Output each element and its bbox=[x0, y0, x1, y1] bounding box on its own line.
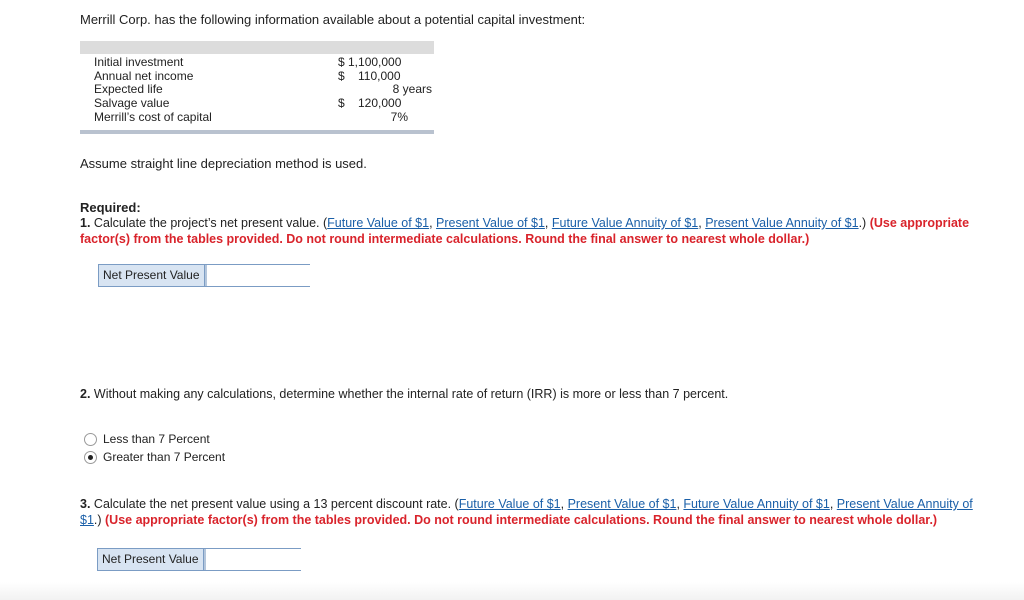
row-value: $ 120,000 bbox=[338, 96, 402, 110]
separator: , bbox=[544, 216, 552, 230]
link-present-value-annuity[interactable]: Present Value Annuity of $1 bbox=[705, 216, 859, 230]
radio-option-less[interactable] bbox=[84, 430, 225, 448]
npv-input[interactable] bbox=[205, 265, 370, 286]
page-bottom-edge bbox=[0, 582, 1024, 600]
npv-answer-3 bbox=[97, 548, 301, 571]
separator: , bbox=[829, 497, 837, 511]
question-text: Calculate the net present value using a 13 percent discount rate. ( bbox=[90, 497, 459, 511]
answer-label: Net Present Value bbox=[98, 549, 204, 570]
question-number: 1. bbox=[80, 216, 91, 230]
row-label: Initial investment bbox=[94, 55, 184, 69]
table-row bbox=[94, 82, 432, 96]
required-heading: Required: bbox=[80, 200, 141, 215]
answer-label: Net Present Value bbox=[99, 265, 205, 286]
radio-option-greater[interactable] bbox=[84, 448, 225, 466]
assumption-text: Assume straight line depreciation method is used. bbox=[80, 156, 367, 171]
close-paren: .) bbox=[858, 216, 870, 230]
close-paren: .) bbox=[93, 513, 106, 527]
link-future-value-annuity[interactable]: Future Value Annuity of $1 bbox=[683, 497, 830, 511]
radio-label: Greater than 7 Percent bbox=[103, 450, 226, 464]
instruction-text: (Use appropriate bbox=[869, 216, 970, 230]
table-row bbox=[94, 110, 432, 124]
radio-button[interactable] bbox=[84, 433, 97, 446]
investment-info-table bbox=[80, 41, 434, 134]
link-present-value[interactable]: Present Value of $1 bbox=[436, 216, 545, 230]
separator: , bbox=[676, 497, 684, 511]
radio-button[interactable] bbox=[84, 451, 97, 464]
table-row bbox=[94, 69, 432, 83]
table-row bbox=[94, 96, 432, 110]
npv-input[interactable] bbox=[204, 549, 369, 570]
link-future-value[interactable]: Future Value of $1 bbox=[327, 216, 430, 230]
row-value: 7% bbox=[390, 110, 408, 124]
question-number: 3. bbox=[80, 497, 91, 511]
separator: , bbox=[560, 497, 568, 511]
row-label: Salvage value bbox=[94, 96, 170, 110]
link-present-value-annuity-cont[interactable]: $1 bbox=[80, 513, 94, 527]
npv-answer-1 bbox=[98, 264, 310, 287]
question-3 bbox=[80, 496, 1010, 528]
link-present-value[interactable]: Present Value of $1 bbox=[567, 497, 677, 511]
intro-text: Merrill Corp. has the following information available about a potential capital investment: bbox=[80, 12, 586, 27]
question-2 bbox=[80, 386, 728, 402]
row-value: $ 110,000 bbox=[338, 69, 401, 83]
instruction-text: factor(s) from the tables provided. Do not round intermediate calculations. Round the final answer to nearest whole dollar.) bbox=[80, 232, 810, 246]
table-row bbox=[94, 55, 432, 69]
question-1 bbox=[80, 215, 1010, 247]
question-text: Without making any calculations, determine whether the internal rate of return (IRR) is more or less than 7 percent. bbox=[90, 387, 729, 401]
question-number: 2. bbox=[80, 387, 91, 401]
irr-radio-group bbox=[84, 430, 225, 466]
instruction-text: (Use appropriate factor(s) from the tables provided. Do not round intermediate calculations. Round the final answer to nearest whole dollar.) bbox=[105, 513, 938, 527]
row-value: $ 1,100,000 bbox=[338, 55, 402, 69]
row-label: Annual net income bbox=[94, 69, 194, 83]
link-present-value-annuity[interactable]: Present Value Annuity of bbox=[836, 497, 973, 511]
question-text: Calculate the project’s net present value. ( bbox=[90, 216, 328, 230]
link-future-value[interactable]: Future Value of $1 bbox=[458, 497, 561, 511]
link-future-value-annuity[interactable]: Future Value Annuity of $1 bbox=[551, 216, 699, 230]
row-label: Expected life bbox=[94, 82, 163, 96]
row-value: 8 years bbox=[392, 82, 432, 96]
separator: , bbox=[429, 216, 437, 230]
separator: , bbox=[698, 216, 706, 230]
row-label: Merrill’s cost of capital bbox=[94, 110, 212, 124]
radio-label: Less than 7 Percent bbox=[103, 432, 210, 446]
